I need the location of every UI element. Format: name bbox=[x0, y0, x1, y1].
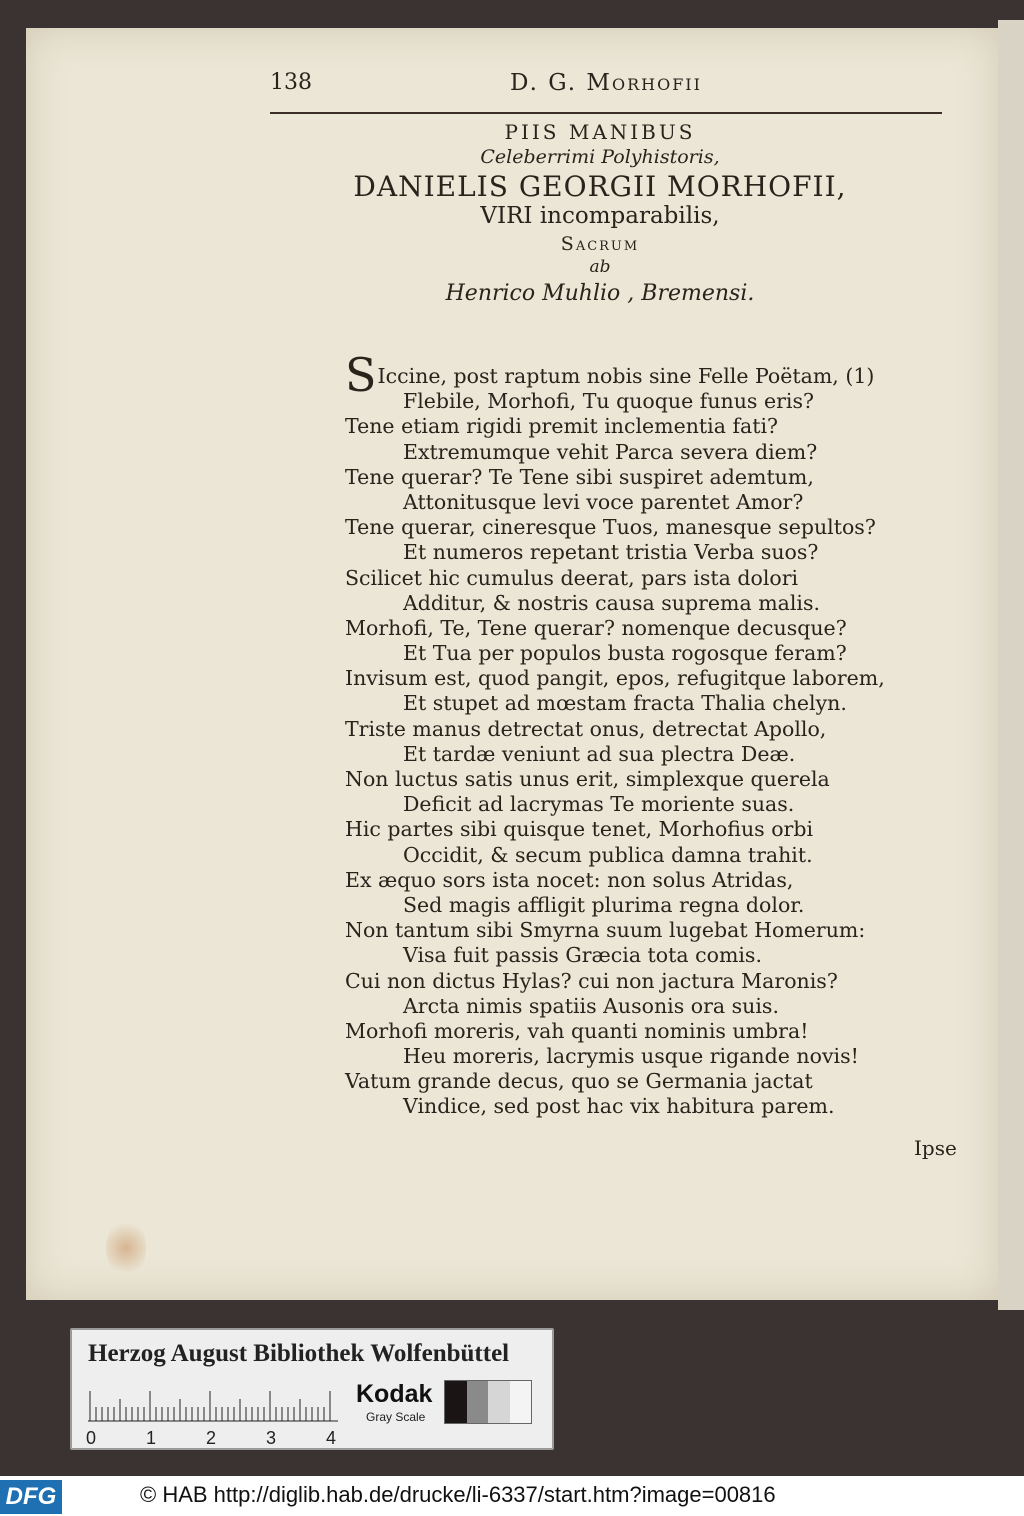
ruler-label: 0 bbox=[86, 1428, 97, 1448]
poem-line: Non luctus satis unus erit, simplexque querela bbox=[345, 767, 830, 791]
ruler-label: 2 bbox=[206, 1428, 217, 1448]
poem-line: Deficit ad lacrymas Te moriente suas. bbox=[403, 792, 795, 817]
poem-line: Non tantum sibi Smyrna suum lugebat Homerum: bbox=[345, 918, 866, 943]
poem-line: Attonitusque levi voce parentet Amor? bbox=[403, 489, 804, 514]
poem-line: Ex æquo sors ista nocet: non solus Atridas, bbox=[345, 867, 794, 892]
drop-cap: S bbox=[345, 348, 377, 402]
page-number: 138 bbox=[270, 70, 312, 95]
library-name: Herzog August Bibliothek Wolfenbüttel bbox=[88, 1340, 510, 1367]
poem-line: Et Tua per populos busta rogosque feram? bbox=[403, 641, 847, 666]
title-line-6: ab bbox=[589, 257, 611, 277]
poem-line: Extremumque vehit Parca severa diem? bbox=[403, 439, 818, 464]
running-title: D. G. Morhofii bbox=[510, 70, 702, 96]
poem-line: Tene etiam rigidi premit inclementia fati? bbox=[345, 414, 779, 439]
viewer-footer bbox=[0, 1476, 1024, 1516]
poem-line: Invisum est, quod pangit, epos, refugitque laborem, bbox=[345, 666, 885, 691]
library-color-card bbox=[70, 1328, 554, 1450]
title-line-5: Sacrum bbox=[560, 233, 640, 255]
dedication-title bbox=[300, 120, 900, 306]
dfg-logo: DFG bbox=[0, 1480, 62, 1514]
next-page-edge bbox=[998, 20, 1024, 1310]
gray-scale-label: Gray Scale bbox=[366, 1410, 426, 1424]
ruler-label: 1 bbox=[146, 1428, 157, 1448]
title-line-1: PIIS MANIBUS bbox=[504, 120, 696, 144]
poem-line: Tene querar? Te Tene sibi suspiret ademtum, bbox=[345, 464, 814, 489]
ruler-label: 3 bbox=[266, 1428, 277, 1448]
copyright-link[interactable]: © HAB http://diglib.hab.de/drucke/li-6337/start.htm?image=00816 bbox=[140, 1482, 776, 1507]
title-line-3: DANIELIS GEORGII MORHOFII, bbox=[353, 170, 847, 203]
poem-line: Triste manus detrectat onus, detrectat Apollo, bbox=[345, 716, 827, 741]
poem-line: Visa fuit passis Græcia tota comis. bbox=[403, 943, 762, 968]
gray-swatch bbox=[467, 1381, 489, 1423]
poem-line: Morhofi moreris, vah quanti nominis umbra! bbox=[345, 1018, 809, 1043]
poem-line: Scilicet hic cumulus deerat, pars ista dolori bbox=[345, 565, 799, 590]
poem-first-line: Iccine, post raptum nobis sine Felle Poëtam, (1) bbox=[377, 364, 875, 388]
ruler-scale bbox=[88, 1386, 338, 1422]
poem-line: Vindice, sed post hac vix habitura parem. bbox=[403, 1094, 835, 1119]
poem-line: Cui non dictus Hylas? cui non jactura Maronis? bbox=[345, 968, 838, 993]
ruler-label: 4 bbox=[326, 1428, 337, 1448]
poem-line: Et tardæ veniunt ad sua plectra Deæ. bbox=[403, 741, 796, 766]
running-head bbox=[270, 70, 946, 100]
poem-line: Occidit, & secum publica damna trahit. bbox=[403, 842, 813, 867]
poem-line: Et stupet ad mœstam fracta Thalia chelyn. bbox=[403, 691, 847, 716]
gray-swatches bbox=[444, 1380, 532, 1424]
poem-line: Additur, & nostris causa suprema malis. bbox=[403, 590, 821, 615]
page-stain bbox=[106, 1218, 146, 1278]
poem-line: Morhofi, Te, Tene querar? nomenque decusque? bbox=[345, 615, 847, 640]
gray-swatch bbox=[510, 1381, 532, 1423]
poem-line: Hic partes sibi quisque tenet, Morhofius orbi bbox=[345, 817, 814, 842]
kodak-logo-text: Kodak bbox=[356, 1380, 433, 1408]
poem bbox=[345, 348, 945, 1120]
catchword: Ipse bbox=[914, 1136, 957, 1160]
poem-line: Et numeros repetant tristia Verba suos? bbox=[403, 540, 819, 565]
poem-line: Vatum grande decus, quo se Germania jactat bbox=[345, 1069, 813, 1094]
poem-line: Sed magis affligit plurima regna dolor. bbox=[403, 892, 805, 917]
title-line-2: Celeberrimi Polyhistoris, bbox=[480, 146, 720, 168]
gray-swatch bbox=[445, 1381, 467, 1423]
title-line-7: Henrico Muhlio , Bremensi. bbox=[445, 281, 755, 306]
title-line-4: VIRI incomparabilis, bbox=[480, 203, 720, 229]
poem-line: Arcta nimis spatiis Ausonis ora suis. bbox=[403, 993, 779, 1018]
poem-line: Tene querar, cineresque Tuos, manesque sepultos? bbox=[345, 515, 876, 540]
poem-line: Heu moreris, lacrymis usque rigande novis! bbox=[403, 1044, 859, 1069]
poem-line: Flebile, Morhofi, Tu quoque funus eris? bbox=[403, 389, 814, 414]
gray-swatch bbox=[488, 1381, 510, 1423]
header-rule bbox=[270, 112, 942, 114]
